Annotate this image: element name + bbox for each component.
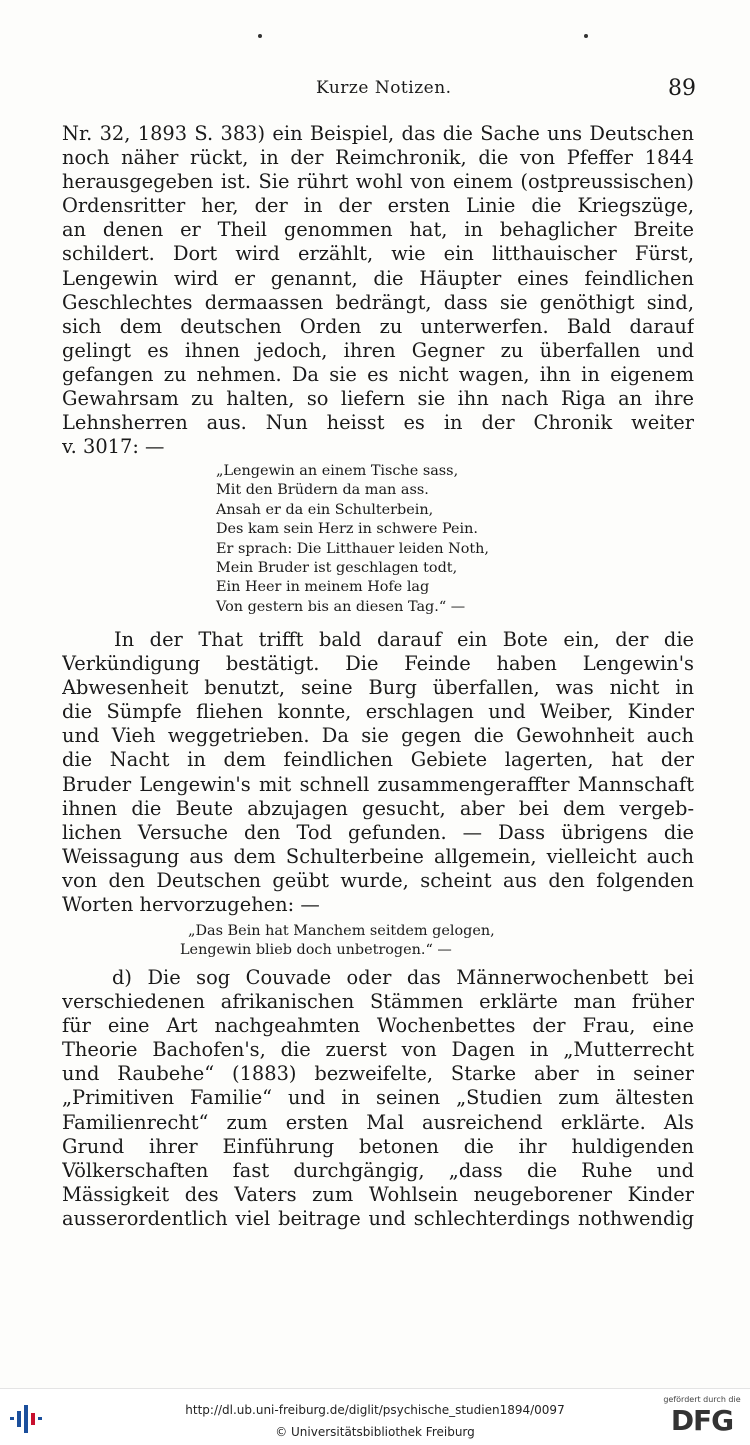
viewer-footer	[0, 1388, 750, 1445]
text-line: Verkündigung bestätigt. Die Feinde haben Lengewin's	[62, 652, 694, 676]
print-mark-dot	[258, 34, 262, 38]
text-line: In der That trifft bald darauf ein Bote ein, der die	[114, 628, 694, 651]
paragraph-1	[62, 122, 694, 459]
verse-line: Ein Heer in meinem Hofe lag	[216, 579, 430, 596]
text-line: Lehnsherren aus. Nun heisst es in der Chronik weiter	[62, 411, 694, 435]
page-number: 89	[668, 76, 696, 101]
copyright-notice: © Universitätsbibliothek Freiburg	[275, 1425, 475, 1439]
verse-line: Mit den Brüdern da man ass.	[216, 482, 429, 499]
text-line: Grund ihrer Einführung betonen die ihr huldigenden	[62, 1134, 694, 1158]
text-line: Bruder Lengewin's mit schnell zusammengeraffter Mannschaft	[62, 772, 694, 796]
text-line: gelingt es ihnen jedoch, ihren Gegner zu überfallen und	[62, 338, 694, 362]
text-line: Weissagung aus dem Schulterbeine allgemein, vielleicht auch	[62, 844, 694, 868]
text-line: lichen Versuche den Tod gefunden. — Dass übrigens die	[62, 820, 694, 844]
text-line: und Raubehe“ (1883) bezweifelte, Starke aber in seiner	[62, 1062, 694, 1086]
text-line: Lengewin wird er genannt, die Häupter eines feindlichen	[62, 266, 694, 290]
verse-line: Mein Bruder ist geschlagen todt,	[216, 559, 458, 576]
text-line: verschiedenen afrikanischen Stämmen erklärte man früher	[62, 990, 694, 1014]
verse-line: Er sprach: Die Litthauer leiden Noth,	[216, 540, 489, 557]
text-line: Völkerschaften fast durchgängig, „dass die Ruhe und	[62, 1158, 694, 1182]
text-line: die Sümpfe fliehen konnte, erschlagen und Weiber, Kinder	[62, 700, 694, 724]
verse-quote-1	[216, 462, 489, 617]
dfg-logo-icon[interactable]	[660, 1395, 744, 1441]
text-line: die Nacht in dem feindlichen Gebiete lagerten, hat der	[62, 748, 694, 772]
text-line: d) Die sog Couvade oder das Männerwochenbett bei	[112, 966, 694, 989]
text-line: schildert. Dort wird erzählt, wie ein litthauischer Fürst,	[62, 242, 694, 266]
funder-logo-text: DFG	[670, 1404, 734, 1437]
verse-line: Von gestern bis an diesen Tag.“ —	[216, 598, 466, 615]
text-line: ihnen die Beute abzujagen gesucht, aber bei dem vergeb-	[62, 796, 694, 820]
verse-line: Ansah er da ein Schulterbein,	[216, 501, 434, 518]
text-line: herausgegeben ist. Sie rührt wohl von einem (ostpreussischen)	[62, 170, 694, 194]
text-line: „Primitiven Familie“ und in seinen „Studien zum ältesten	[62, 1086, 694, 1110]
paragraph-3	[62, 966, 694, 1231]
text-line: und Vieh weggetrieben. Da sie gegen die Gewohnheit auch	[62, 724, 694, 748]
print-mark-dot	[584, 34, 588, 38]
verse-line: „Lengewin an einem Tische sass,	[216, 463, 459, 479]
text-line: Abwesenheit benutzt, seine Burg überfallen, was nicht in	[62, 676, 694, 700]
funder-caption: gefördert durch die	[663, 1395, 741, 1404]
text-line: noch näher rückt, in der Reimchronik, die von Pfeffer 1844	[62, 146, 694, 170]
verse-quote-2	[180, 922, 495, 961]
paragraph-2	[62, 628, 694, 917]
citation-url-link[interactable]: http://dl.ub.uni-freiburg.de/diglit/psychische_studien1894/0097	[185, 1403, 565, 1417]
running-head: Kurze Notizen.	[316, 78, 452, 98]
text-line: sich dem deutschen Orden zu unterwerfen. Bald darauf	[62, 314, 694, 338]
text-line: Nr. 32, 1893 S. 383) ein Beispiel, das die Sache uns Deutschen	[62, 122, 694, 145]
text-line: an denen er Theil genommen hat, in behaglicher Breite	[62, 218, 694, 242]
text-line: Theorie Bachofen's, die zuerst von Dagen in „Mutterrecht	[62, 1038, 694, 1062]
text-line: Worten hervorzugehen: —	[62, 893, 320, 917]
text-line: Mässigkeit des Vaters zum Wohlsein neugeborener Kinder	[62, 1182, 694, 1206]
text-line: von den Deutschen geübt wurde, scheint aus den folgenden	[62, 868, 694, 892]
text-line: Geschlechtes dermaassen bedrängt, dass sie genöthigt sind,	[62, 290, 694, 314]
text-line: Gewahrsam zu halten, so liefern sie ihn nach Riga an ihre	[62, 387, 694, 411]
text-line: gefangen zu nehmen. Da sie es nicht wagen, ihn in eigenem	[62, 362, 694, 386]
verse-line: Lengewin blieb doch unbetrogen.“ —	[180, 942, 452, 959]
text-line: für eine Art nachgeahmten Wochenbettes der Frau, eine	[62, 1014, 694, 1038]
text-line: v. 3017: —	[62, 435, 165, 459]
verse-line: „Das Bein hat Manchem seitdem gelogen,	[188, 923, 495, 939]
text-line: ausserordentlich viel beitrage und schlechterdings nothwendig	[62, 1206, 694, 1230]
verse-line: Des kam sein Herz in schwere Pein.	[216, 521, 478, 538]
text-line: Familienrecht“ zum ersten Mal ausreichend erklärte. Als	[62, 1110, 694, 1134]
text-line: Ordensritter her, der in der ersten Linie die Kriegszüge,	[62, 194, 694, 218]
